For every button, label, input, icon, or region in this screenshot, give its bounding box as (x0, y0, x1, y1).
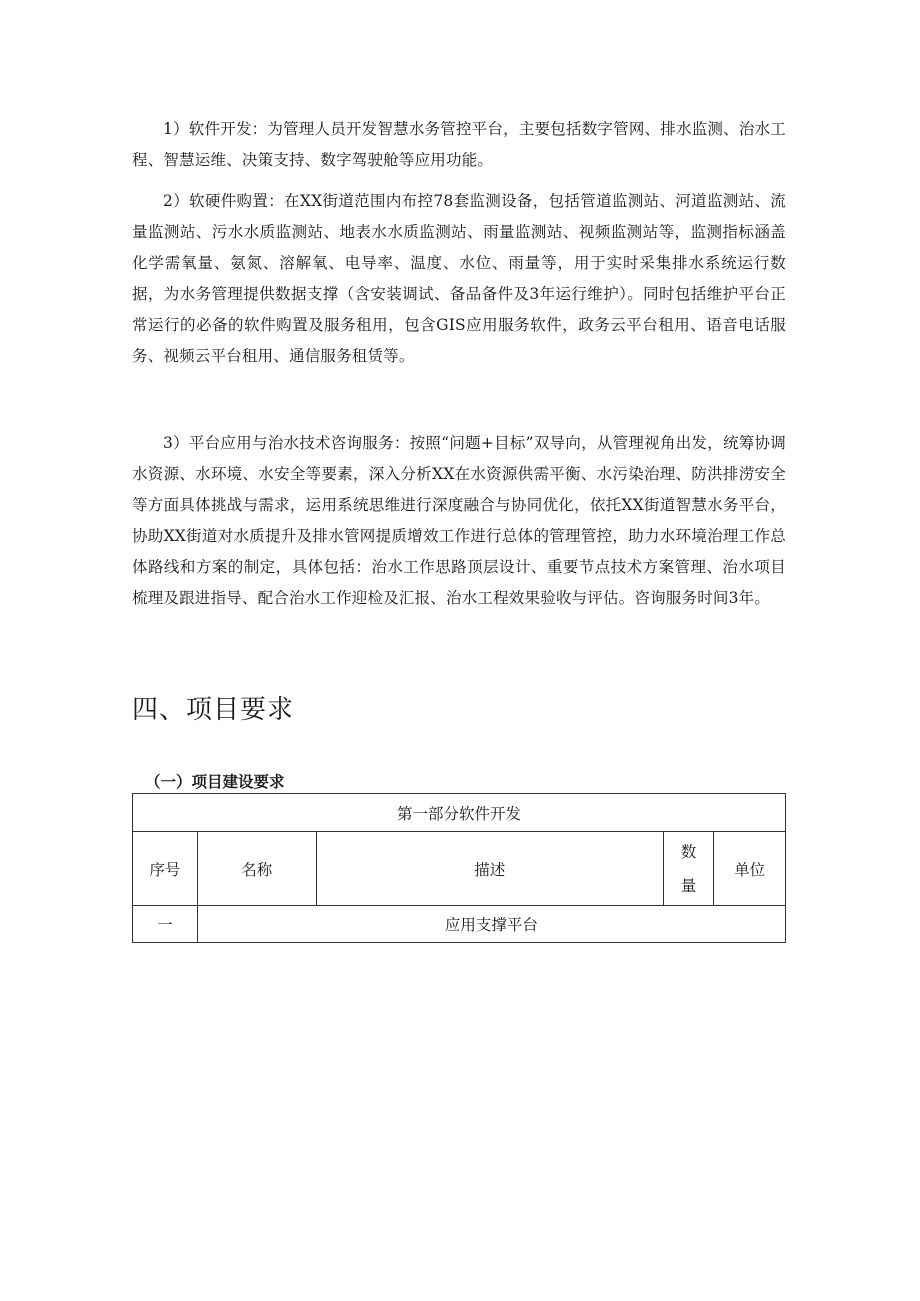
paragraph-hardware-procurement: 2）软硬件购置：在XX街道范围内布控78套监测设备，包括管道监测站、河道监测站、流量监测站、污水水质监测站、地表水水质监测站、雨量监测站、视频监测站等，监测指标涵盖化学需氧量、氨氮、溶解氧、电导率、温度、水位、雨量等，用于实时采集排水系统运行数据，为水务管理提供数据支撑（含安装调试、备品备件及3年运行维护）。同时包括维护平台正常运行的必备的软件购置及服务租用，包含GIS应用服务软件，政务云平台租用、语音电话服务、视频云平台租用、通信服务租赁等。 (132, 192, 786, 365)
header-no: 序号 (133, 832, 198, 906)
header-description: 描述 (316, 832, 663, 906)
subsection-title: （一）项目建设要求 (145, 773, 285, 791)
table-title-row (133, 794, 786, 832)
paragraph-consulting-service: 3）平台应用与治水技术咨询服务：按照“问题+目标”双导向，从管理视角出发，统筹协调水资源、水环境、水安全等要素，深入分析XX在水资源供需平衡、水污染治理、防洪排涝安全等方面具体挑战与需求，运用系统思维进行深度融合与协同优化，依托XX街道智慧水务平台，协助XX街道对水质提升及排水管网提质增效工作进行总体的管理管控，助力水环境治理工作总体路线和方案的制定，具体包括：治水工作思路顶层设计、重要节点技术方案管理、治水项目梳理及跟进指导、配合治水工作迎检及汇报、治水工程效果验收与评估。咨询服务时间3年。 (132, 434, 786, 607)
header-name: 名称 (197, 832, 316, 906)
section-title: 四、项目要求 (132, 695, 295, 725)
header-unit: 单位 (714, 832, 786, 906)
table-row (133, 906, 786, 943)
table-header-row (133, 832, 786, 906)
table-title: 第一部分软件开发 (133, 794, 786, 832)
category-number: 一 (133, 906, 198, 943)
paragraph-software-development: 1）软件开发：为管理人员开发智慧水务管控平台，主要包括数字管网、排水监测、治水工程、智慧运维、决策支持、数字驾驶舱等应用功能。 (132, 120, 786, 169)
header-quantity-cell (663, 832, 714, 906)
requirements-table (132, 793, 786, 943)
category-label: 应用支撑平台 (197, 906, 785, 943)
header-quantity: 数量 (680, 842, 697, 895)
